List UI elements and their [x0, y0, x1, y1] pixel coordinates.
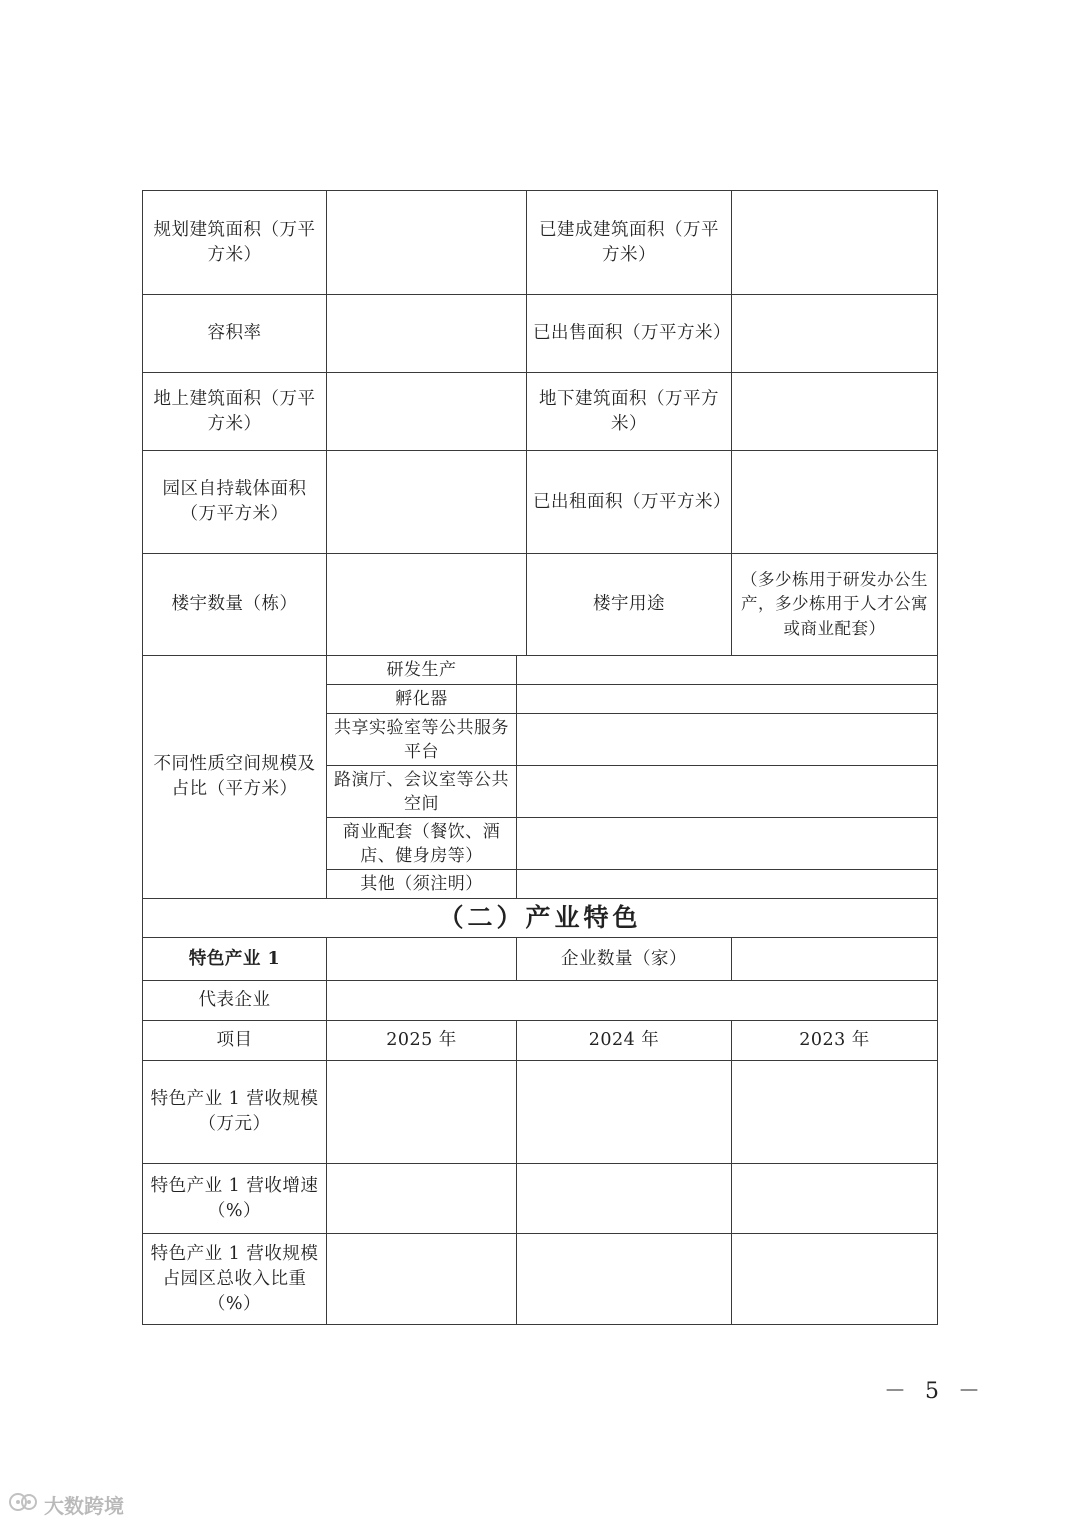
metric-value[interactable] — [732, 1234, 938, 1325]
above-ground-area-value[interactable] — [327, 373, 527, 451]
table-row — [143, 373, 938, 451]
space-type-label: 其他（须注明） — [327, 870, 517, 899]
space-type-label: 孵化器 — [327, 685, 517, 714]
representative-enterprise-label: 代表企业 — [143, 981, 327, 1021]
table-row — [143, 899, 938, 938]
self-held-area-value[interactable] — [327, 451, 527, 554]
table-row — [143, 191, 938, 295]
table-row — [143, 1164, 938, 1234]
space-value[interactable] — [517, 714, 938, 766]
metric-value[interactable] — [517, 1164, 732, 1234]
above-ground-area-label: 地上建筑面积（万平方米） — [143, 373, 327, 451]
table-row — [143, 451, 938, 554]
metric-label: 特色产业 1 营收增速（%） — [143, 1164, 327, 1234]
rented-area-label: 已出租面积（万平方米） — [527, 451, 732, 554]
header-item: 项目 — [143, 1021, 327, 1061]
space-type-label: 商业配套（餐饮、酒店、健身房等） — [327, 818, 517, 870]
building-use-label: 楼宇用途 — [527, 554, 732, 656]
building-count-label: 楼宇数量（栋） — [143, 554, 327, 656]
metric-label: 特色产业 1 营收规模（万元） — [143, 1061, 327, 1164]
sold-area-value[interactable] — [732, 295, 938, 373]
metric-value[interactable] — [732, 1061, 938, 1164]
built-area-label: 已建成建筑面积（万平方米） — [527, 191, 732, 295]
header-year-2024: 2024 年 — [517, 1021, 732, 1061]
metric-value[interactable] — [327, 1234, 517, 1325]
building-count-value[interactable] — [327, 554, 527, 656]
metric-value[interactable] — [517, 1061, 732, 1164]
table-row — [143, 938, 938, 981]
industry-label: 特色产业 1 — [143, 938, 327, 981]
plot-ratio-value[interactable] — [327, 295, 527, 373]
table-row — [143, 1234, 938, 1325]
table-row — [143, 656, 938, 685]
table-row — [143, 295, 938, 373]
table-row — [143, 981, 938, 1021]
representative-enterprise-value[interactable] — [327, 981, 938, 1021]
watermark-logo-icon — [8, 1491, 38, 1518]
self-held-area-label: 园区自持载体面积（万平方米） — [143, 451, 327, 554]
planned-area-label: 规划建筑面积（万平方米） — [143, 191, 327, 295]
table-row — [143, 554, 938, 656]
space-value[interactable] — [517, 656, 938, 685]
sold-area-label: 已出售面积（万平方米） — [527, 295, 732, 373]
planned-area-value[interactable] — [327, 191, 527, 295]
rented-area-value[interactable] — [732, 451, 938, 554]
underground-area-value[interactable] — [732, 373, 938, 451]
underground-area-label: 地下建筑面积（万平方米） — [527, 373, 732, 451]
built-area-value[interactable] — [732, 191, 938, 295]
watermark-text: 大数跨境 — [44, 1494, 124, 1518]
watermark — [8, 1490, 124, 1519]
metric-value[interactable] — [327, 1061, 517, 1164]
metric-label: 特色产业 1 营收规模占园区总收入比重（%） — [143, 1234, 327, 1325]
enterprise-count-value[interactable] — [732, 938, 938, 981]
section-title: （二）产业特色 — [143, 899, 938, 938]
space-type-label: 路演厅、会议室等公共空间 — [327, 766, 517, 818]
building-use-note[interactable]: （多少栋用于研发办公生产，多少栋用于人才公寓或商业配套） — [732, 554, 938, 656]
metric-value[interactable] — [517, 1234, 732, 1325]
header-year-2025: 2025 年 — [327, 1021, 517, 1061]
metric-value[interactable] — [732, 1164, 938, 1234]
metric-value[interactable] — [327, 1164, 517, 1234]
table-row — [143, 1061, 938, 1164]
enterprise-count-label: 企业数量（家） — [517, 938, 732, 981]
space-value[interactable] — [517, 870, 938, 899]
page-number: － 5 － — [884, 1379, 986, 1404]
space-type-label: 研发生产 — [327, 656, 517, 685]
space-scale-label: 不同性质空间规模及占比（平方米） — [143, 656, 327, 899]
plot-ratio-label: 容积率 — [143, 295, 327, 373]
space-type-label: 共享实验室等公共服务平台 — [327, 714, 517, 766]
table-row — [143, 1021, 938, 1061]
header-year-2023: 2023 年 — [732, 1021, 938, 1061]
form-table — [142, 190, 938, 1325]
space-value[interactable] — [517, 685, 938, 714]
industry-value[interactable] — [327, 938, 517, 981]
space-value[interactable] — [517, 766, 938, 818]
space-value[interactable] — [517, 818, 938, 870]
